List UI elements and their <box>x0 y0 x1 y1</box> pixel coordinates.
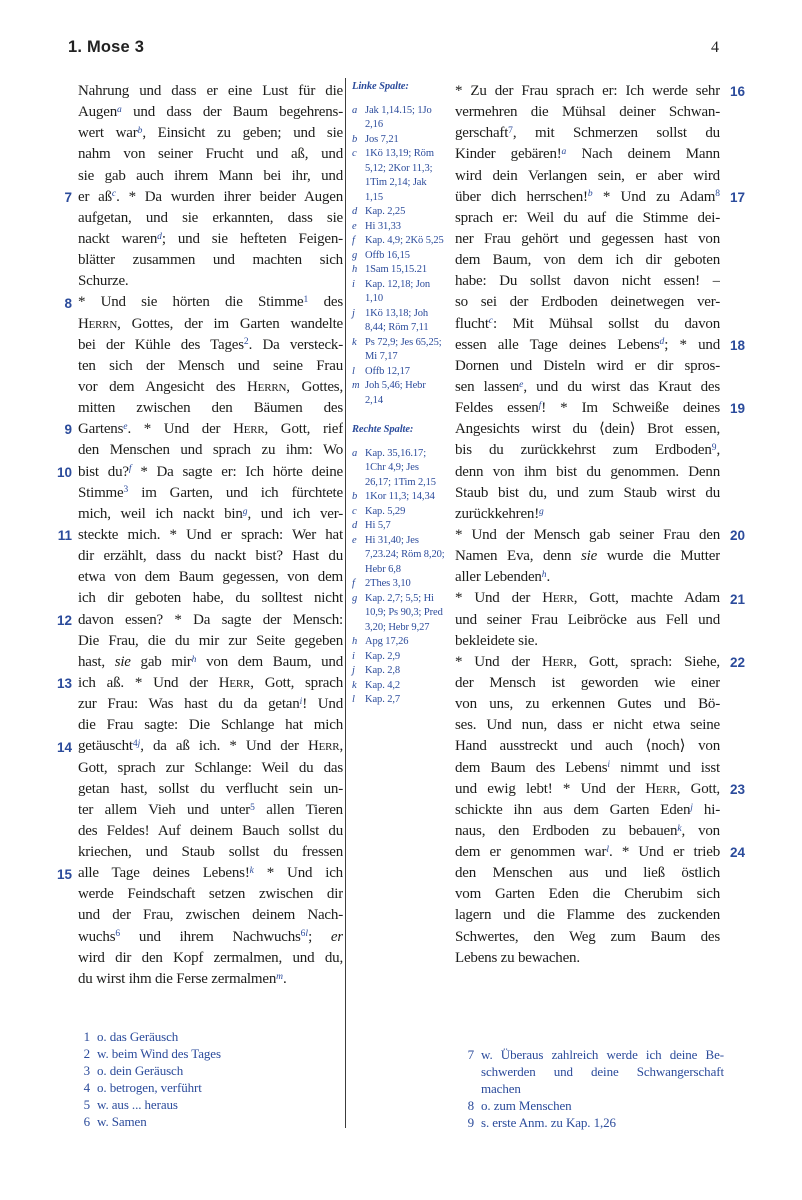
text-line: * Zu der Frau sprach er: Ich werde sehr <box>455 83 720 99</box>
reference-label: h <box>352 264 358 275</box>
footnote-marker: b <box>587 189 593 200</box>
footnote-marker: l <box>606 844 609 855</box>
reference-entry: h Apg 17,26 <box>352 635 445 650</box>
text-line: nackt waren$^d$; und sie hefteten Feigen- <box>78 230 343 247</box>
footnotes-left <box>78 1028 350 1130</box>
text-line: dem Baum des Lebens$^i$ nimmt und isst <box>455 759 720 776</box>
footnote-marker: c <box>488 316 494 327</box>
text-line: steckte mich. * Und er sprach: Wer hat <box>78 526 343 543</box>
reference-label: j <box>352 307 355 319</box>
footnote-marker: e <box>123 421 128 432</box>
text-line: nahm von seiner Frucht und aß, und <box>78 146 343 163</box>
reference-entry: l Offb 12,17 <box>352 365 445 380</box>
footnote-marker: c <box>111 189 117 200</box>
text-line: und der Frau, zwischen deinem Nach- <box>78 907 343 924</box>
footnote-marker: 9 <box>711 443 717 454</box>
text-line: * Und der Herr, Gott, sprach: Siehe, <box>455 653 720 670</box>
verse-number: 23 <box>730 781 746 797</box>
text-line: die Frau sagte: Die Schlange hat mich <box>78 717 343 734</box>
reference-entry: a Jak 1,14.15; 1Jo 2,16 <box>352 104 432 130</box>
footnote-marker: 8 <box>715 189 720 200</box>
footnote-marker: 5 <box>250 802 255 813</box>
reference-label: g <box>352 249 358 261</box>
text-line: Gartens$^e$. * Und der Herr, Gott, rief <box>78 421 343 438</box>
verse-number: 19 <box>730 401 746 417</box>
text-line: Nahrung und dass er eine Lust für die <box>78 83 343 99</box>
text-line: und ewig lebt! * Und der Herr, Gott, <box>455 780 720 797</box>
text-line: etwa von dem Baum gegessen, von dem <box>78 569 343 586</box>
reference-label: k <box>352 679 357 691</box>
text-line: alle Tage deines Lebens!$^k$ * Und ich <box>78 865 343 882</box>
text-line: ner Frau gehört und gegessen hast von <box>455 230 720 247</box>
footnote-line: schwerden und deine Schwangerschaft <box>481 1064 724 1079</box>
reference-entry: d Kap. 2,25 <box>352 205 445 220</box>
text-line: * Und der Herr, Gott, machte Adam <box>455 590 720 607</box>
references-left-header: Linke Spalte: <box>352 81 409 92</box>
footnote-line: machen <box>481 1081 521 1096</box>
text-line: schickte ihn aus dem Garten Eden$^j$ hi- <box>455 801 720 818</box>
references-right-list <box>352 447 445 708</box>
text-line: zur Frau: Was hast du da getan$^i$! Und <box>78 696 343 713</box>
footnote-marker: f <box>128 464 132 475</box>
footnote-line: 3 o. dein Geräusch <box>78 1062 350 1079</box>
footnote-marker: j <box>690 802 693 813</box>
reference-entry: f 2Thes 3,10 <box>352 577 445 592</box>
text-line: vor dem Angesicht des Herrn, Gottes, <box>78 378 343 395</box>
text-line: Schwertes, den Weg zum Baum des <box>455 928 720 945</box>
text-line: aufgetan, und sie erkannten, dass sie <box>78 209 343 226</box>
text-line: er $aß^c$. * Da wurden ihrer beider Augen <box>78 188 343 205</box>
text-line: Stimme$^3$ im Garten, und ich fürchtete <box>78 484 343 501</box>
reference-label: c <box>352 148 357 159</box>
right-text-column <box>455 81 746 969</box>
text-line: ich dir geboten habe, du solltest nicht <box>78 590 343 607</box>
reference-label: a <box>352 104 358 116</box>
footnote-marker: a <box>561 147 567 158</box>
text-line: wird dir den Kopf zermalmen, und du, <box>78 949 343 966</box>
footnote-marker: g <box>242 506 248 517</box>
reference-label: a <box>352 447 358 459</box>
text-line: wuchs$^6$ und ihrem Nachwuchs$^{6l}$; er <box>78 928 343 945</box>
text-line: des Feldes! Auf deinem Bauch sollst du <box>78 822 343 839</box>
footnote-line: 4 o. betrogen, verführt <box>78 1079 350 1096</box>
verse-number: 8 <box>64 295 72 311</box>
footnote-line: 2 w. beim Wind des Tages <box>78 1045 350 1062</box>
text-line: bis du zurückkehrst zum Erdboden$^9$, <box>455 442 720 459</box>
footnote-marker: h <box>191 654 197 665</box>
text-line: ses. Und nun, dass er nicht etwa seine <box>455 717 720 734</box>
reference-label: b <box>352 491 358 502</box>
text-line: Herrn, Gottes, der im Garten wandelte <box>78 315 343 332</box>
text-line: den Menschen aus und ließ östlich <box>455 865 720 882</box>
reference-entry: m Joh 5,46; Hebr 2,14 <box>352 380 426 406</box>
reference-label: c <box>352 505 357 517</box>
text-line: denn von ihm bist du genommen. Denn <box>455 463 720 480</box>
text-line: kriechen, und Staub sollst du fressen <box>78 844 343 861</box>
text-line: mitten zwischen den Bäumen des <box>78 400 343 417</box>
text-line: so sei der Erdboden deinetwegen ver- <box>455 294 720 311</box>
footnote-marker: 6l <box>300 929 309 940</box>
text-line: essen alle Tage deines Lebens$^d$; * und <box>455 336 720 353</box>
reference-label: k <box>352 336 357 348</box>
text-line: aller Lebenden$^h$. <box>455 569 551 586</box>
reference-label: e <box>352 220 357 232</box>
footnote-number: 1 <box>83 1029 90 1044</box>
text-line: lagern und die Flamme des zuckenden <box>455 907 720 924</box>
footnote-marker: k <box>249 865 254 876</box>
footnote-line: 6 w. Samen <box>78 1113 350 1130</box>
verse-number: 10 <box>56 464 72 480</box>
footnote-marker: i <box>299 696 303 707</box>
reference-entry: b Jos 7,21 <box>352 133 445 148</box>
text-line: hast, sie gab mir$^h$ von dem Baum, und <box>78 653 343 670</box>
footnote-number: 7 <box>467 1047 474 1062</box>
reference-label: g <box>352 592 358 604</box>
text-line: * Und sie hörten die Stimme$^1$ des <box>78 294 343 311</box>
footnote-line: 7 w. Überaus zahlreich werde ich deine Be- <box>462 1046 724 1063</box>
text-line: von uns, zu erkennen Gutes und Bö- <box>455 696 720 713</box>
reference-entry: h 1Sam 15,15.21 <box>352 263 445 278</box>
text-line: werde Feindschaft setzen zwischen dir <box>78 886 343 903</box>
text-line: Staub bist du, und zum Staub wirst du <box>455 484 720 501</box>
footnote-marker: m <box>276 971 284 982</box>
verse-number: 24 <box>730 845 746 861</box>
text-line: Die Frau, die du mir zur Seite gegeben <box>78 632 343 649</box>
verse-number: 11 <box>57 528 72 544</box>
reference-entry: b 1Kor 11,3; 14,34 <box>352 490 445 505</box>
text-line: wert war$^b$, Einsicht zu geben; und sie <box>78 125 343 142</box>
reference-entry: c Kap. 5,29 <box>352 505 445 520</box>
text-line: dir erzählt, dass du nackt bist? Hast du <box>78 548 343 565</box>
text-line: du wirst ihm die Ferse zermalmen$^m$. <box>78 970 287 987</box>
text-line: bekleidete sie. <box>455 632 538 649</box>
text-line: Dornen und Disteln wird er dir spros- <box>455 357 720 374</box>
reference-entry: i Kap. 12,18; Jon 1,10 <box>352 278 430 304</box>
footnote-number: 3 <box>83 1063 90 1078</box>
text-line: davon essen? * Da sagte der Mensch: <box>78 611 343 628</box>
footnote-marker: f <box>538 400 542 411</box>
text-line: über dich herrschen!$^b$ * Und zu Adam$^8$ <box>455 188 720 205</box>
footnote-marker: e <box>519 379 524 390</box>
verse-number: 14 <box>56 739 72 755</box>
verse-number: 20 <box>730 528 746 544</box>
text-line: Schurze. <box>78 273 129 290</box>
reference-entry: g Offb 16,15 <box>352 249 445 264</box>
footnote-number: 8 <box>467 1098 474 1113</box>
reference-entry: j 1Kö 13,18; Joh 8,44; Röm 7,11 <box>352 307 429 333</box>
text-line: den Menschen und sprach zu ihm: Wo <box>78 442 343 459</box>
footnote-number: 9 <box>467 1115 474 1130</box>
footnote-marker: k <box>677 823 682 834</box>
footnote-marker: 7 <box>508 126 513 137</box>
text-line: naus, den Erdboden zu bebauen$^k$, von <box>455 822 720 839</box>
reference-entry: c 1Kö 13,19; Röm 5,12; 2Kor 11,3; 1Tim 2,14; Jak 1,15 <box>352 148 434 203</box>
text-line: dem er genommen war$^l$. * Und er trieb <box>455 844 720 861</box>
reference-entry: k Ps 72,9; Jes 65,25; Mi 7,17 <box>352 336 442 362</box>
text-line: flucht$^c$: Mit Mühsal sollst du davon <box>455 315 720 332</box>
verse-number: 9 <box>64 422 72 438</box>
text-line: dem Baum, von dem ich dir geboten <box>455 252 720 269</box>
text-line: ten sich der Mensch und seine Frau <box>78 357 343 374</box>
text-line: Lebens zu bewachen. <box>455 949 580 966</box>
verse-number: 18 <box>730 337 746 353</box>
verse-number: 16 <box>730 84 746 99</box>
text-line: Feldes essen$^f$! * Im Schweiße deines <box>455 400 720 417</box>
footnote-line: 9 s. erste Anm. zu Kap. 1,26 <box>462 1114 724 1131</box>
verse-number: 12 <box>56 612 72 628</box>
text-line: wird dein Verlangen sein, er aber wird <box>455 167 720 184</box>
left-text-column <box>56 81 343 990</box>
footnote-marker: d <box>659 337 665 348</box>
footnote-line: 5 w. aus ... heraus <box>78 1096 350 1113</box>
reference-label: i <box>352 278 355 290</box>
reference-label: h <box>352 636 358 647</box>
text-line: Angesichts wirst du ⟨dein⟩ Brot essen, <box>455 421 720 438</box>
reference-label: f <box>352 578 355 589</box>
footnote-line: 8 o. zum Menschen <box>462 1097 724 1114</box>
footnote-marker: a <box>117 104 122 115</box>
footnote-marker: 2 <box>243 337 249 348</box>
footnote-marker: 1 <box>303 295 309 306</box>
text-line: bei der Kühle des Tages$^2$. Da versteck- <box>78 336 343 353</box>
footnote-marker: h <box>541 569 547 580</box>
column-divider <box>345 78 346 1128</box>
reference-label: m <box>352 380 360 391</box>
footnote-marker: b <box>137 126 143 137</box>
footnote-number: 4 <box>83 1080 90 1095</box>
verse-number: 22 <box>730 655 746 671</box>
verse-number: 15 <box>56 866 72 882</box>
verse-number: 7 <box>64 189 72 205</box>
footnote-marker: i <box>607 760 611 771</box>
reference-entry: l Kap. 2,7 <box>352 693 445 708</box>
cross-reference-column <box>352 80 445 708</box>
text-line: getäuscht$^{4j}$, da aß ich. * Und der Herr, <box>78 738 343 755</box>
footnote-number: 5 <box>83 1097 90 1112</box>
reference-entry: a Kap. 35,16.17; 1Chr 4,9; Jes 26,17; 1Tim 2,15 <box>352 447 436 488</box>
text-line: Hand ausstreckt und auch ⟨noch⟩ von <box>455 738 720 755</box>
text-line: * Und der Mensch gab seiner Frau den <box>455 526 720 543</box>
reference-label: i <box>352 650 355 662</box>
reference-entry: e Hi 31,33 <box>352 220 445 235</box>
reference-entry: f Kap. 4,9; 2Kö 5,25 <box>352 234 445 249</box>
text-line: ter allem Vieh und unter$^5$ allen Tieren <box>78 801 343 818</box>
reference-entry: g Kap. 2,7; 5,5; Hi 10,9; Ps 90,3; Pred 3,20; Hebr 9,27 <box>352 592 443 633</box>
text-line: Namen Eva, denn sie wurde die Mutter <box>455 548 720 565</box>
reference-label: l <box>352 365 355 377</box>
verse-number: 13 <box>56 676 72 692</box>
footnote-marker: 4j <box>132 739 141 750</box>
text-line: sie gab auch ihrem Mann bei ihr, und <box>78 167 343 184</box>
reference-entry: d Hi 5,7 <box>352 519 445 534</box>
footnotes-right <box>462 1046 724 1131</box>
reference-label: e <box>352 534 357 546</box>
reference-label: f <box>352 235 355 246</box>
page-number: 4 <box>711 39 719 56</box>
text-line: Gott, sprach zur Schlange: Weil du das <box>78 759 343 776</box>
references-right-header: Rechte Spalte: <box>352 424 414 435</box>
footnote-number: 2 <box>83 1046 90 1061</box>
text-line: vermehren die Mühsal deiner Schwan- <box>455 104 720 121</box>
reference-entry: i Kap. 2,9 <box>352 650 445 665</box>
text-line: sen lassen$^e$, und du wirst das Kraut des <box>455 378 720 395</box>
text-line: der Mensch ist geworden wie einer <box>455 674 720 691</box>
text-line: gerschaft$^7$, mit Schmerzen sollst du <box>455 125 720 142</box>
reference-label: d <box>352 520 358 531</box>
footnote-marker: 6 <box>115 929 121 940</box>
text-line: sprach er: Weil du auf die Stimme dei- <box>455 209 720 226</box>
text-line: mich, weil ich nackt bin$^g$, und ich ver- <box>78 505 343 522</box>
text-line: ich aß. * Und der Herr, Gott, sprach <box>78 674 343 691</box>
verse-number: 21 <box>730 591 746 607</box>
reference-label: d <box>352 206 358 217</box>
verse-number: 17 <box>730 189 746 205</box>
text-line: getan hast, sollst du verflucht sein un- <box>78 780 343 797</box>
text-line: vom Garten Eden die Cherubim sich <box>455 886 720 903</box>
page-title: 1. Mose 3 <box>68 38 145 56</box>
footnote-marker: g <box>539 506 544 517</box>
text-line: habe: Du sollst davon nicht essen! – <box>455 273 720 290</box>
footnote-marker: 3 <box>123 485 129 496</box>
footnote-marker: d <box>157 231 162 242</box>
reference-entry: e Hi 31,40; Jes 7,23.24; Röm 8,20; Hebr 6,8 <box>352 534 445 575</box>
text-line: und seiner Frau Leibröcke aus Fell und <box>455 611 720 628</box>
text-line: blätter zusammen und machten sich <box>78 252 343 269</box>
reference-label: j <box>352 665 355 676</box>
text-line: Kinder gebären!$^a$ Nach deinem Mann <box>455 146 720 163</box>
reference-entry: k Kap. 4,2 <box>352 679 445 694</box>
footnote-line: 1 o. das Geräusch <box>78 1028 350 1045</box>
text-line: bist du?$^f$ * Da sagte er: Ich hörte deine <box>78 463 343 480</box>
reference-label: b <box>352 133 358 145</box>
footnote-number: 6 <box>83 1114 90 1129</box>
text-line: Augen$^a$ und dass der Baum begehrens- <box>78 104 343 121</box>
text-line: zurückkehren!$^g$ <box>455 505 544 522</box>
references-left-list <box>352 104 445 409</box>
reference-entry: j Kap. 2,8 <box>352 664 445 679</box>
reference-label: l <box>352 694 355 705</box>
